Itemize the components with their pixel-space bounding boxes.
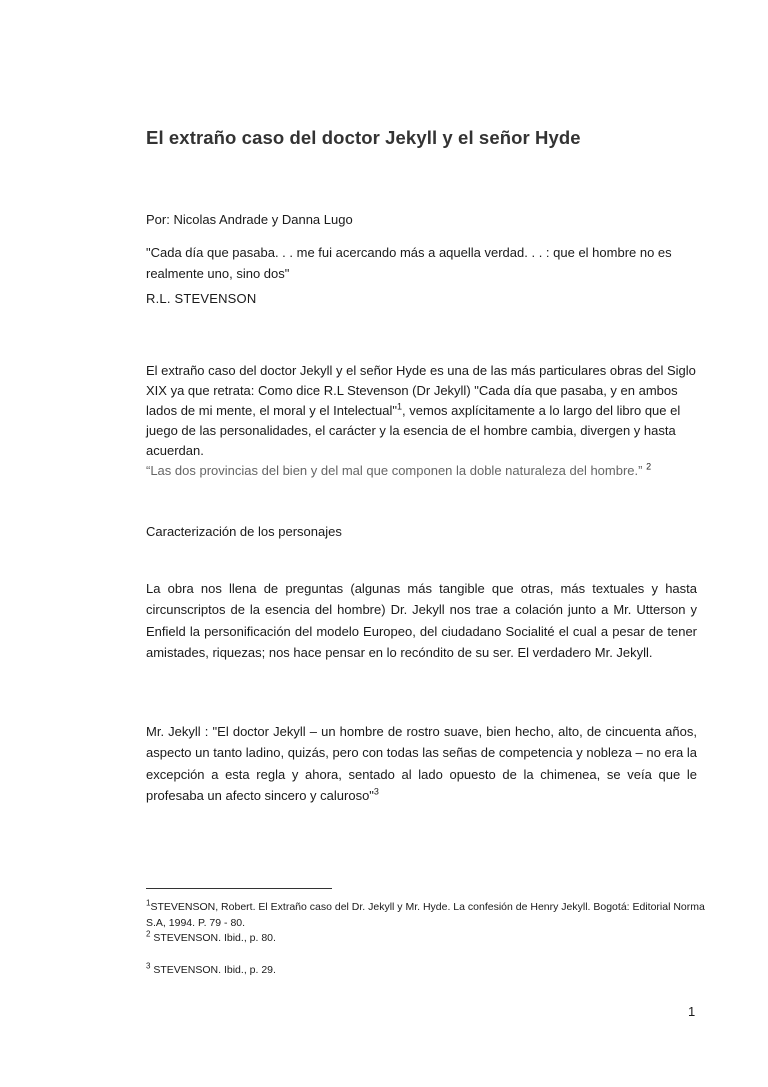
intro-text-b: , vemos axplícitamente a lo largo del libro que el juego de las personalidades, el carácter y la esencia de el hombre cambia, divergen y hasta acuerdan.	[146, 403, 681, 458]
intro-paragraph	[146, 361, 697, 481]
footnote-text: STEVENSON. Ibid., p. 29.	[150, 964, 276, 976]
footnote-ref-3: 3	[373, 786, 379, 797]
footnote-ref-2: 2	[646, 461, 652, 472]
intro-citation: “Las dos provincias del bien y del mal que componen la doble naturaleza del hombre.”	[146, 463, 643, 478]
footnote-ref-1: 1	[397, 401, 403, 412]
footnote-mark: 3	[146, 961, 151, 971]
epigraph-attribution: R.L. STEVENSON	[146, 291, 257, 306]
body-paragraph-1: La obra nos llena de preguntas (algunas más tangible que otras, más textuales y hasta circunscriptos de la esencia del hombre) Dr. Jekyll nos trae a colación junto a Mr. Utterson y Enfield la personificación del modelo Europeo, del ciudadano Socialité el cual a pesar de tener amistades, riquezas; nos hace pensar en lo recóndito de su ser. El verdadero Mr. Jekyll.	[146, 581, 697, 661]
footnote-1	[146, 899, 706, 931]
authors-line: Por: Nicolas Andrade y Danna Lugo	[146, 212, 353, 227]
body-paragraph-2	[146, 721, 697, 807]
section-heading: Caracterización de los personajes	[146, 524, 342, 539]
footnote-mark: 1	[146, 898, 151, 908]
body-paragraph-2-text: Mr. Jekyll : "El doctor Jekyll – un hombre de rostro suave, bien hecho, alto, de cincuenta años, aspecto un tanto ladino, quizás, pero con todas las señas de competencia y nobleza – no era la excepción a esta regla y ahora, sentado al lado opuesto de la chimenea, se veía que le profesaba un afecto sincero y caluroso"	[146, 724, 697, 804]
footnote-text: STEVENSON, Robert. El Extraño caso del Dr. Jekyll y Mr. Hyde. La confesión de Henry Jekyll. Bogotá: Editorial Norma S.A, 1994. P. 79 - 80.	[146, 901, 705, 929]
footnote-mark: 2	[146, 929, 151, 939]
epigraph-quote: "Cada día que pasaba. . . me fui acercando más a aquella verdad. . . : que el hombre no es realmente uno, sino dos"	[146, 245, 672, 281]
footnote-separator	[146, 888, 332, 889]
document-title: El extraño caso del doctor Jekyll y el señor Hyde	[146, 127, 581, 148]
footnote-2	[146, 930, 706, 946]
page-number: 1	[688, 1004, 696, 1019]
footnote-3	[146, 962, 706, 978]
footnote-text: STEVENSON. Ibid., p. 80.	[150, 932, 276, 944]
intro-text-a: El extraño caso del doctor Jekyll y el señor Hyde es una de las más particulares obras del Siglo XIX ya que retrata: Como dice R.L Stevenson (Dr Jekyll) "Cada día que pasaba, y en ambos lados de mi mente, el moral y el Intelectual"	[146, 363, 696, 418]
